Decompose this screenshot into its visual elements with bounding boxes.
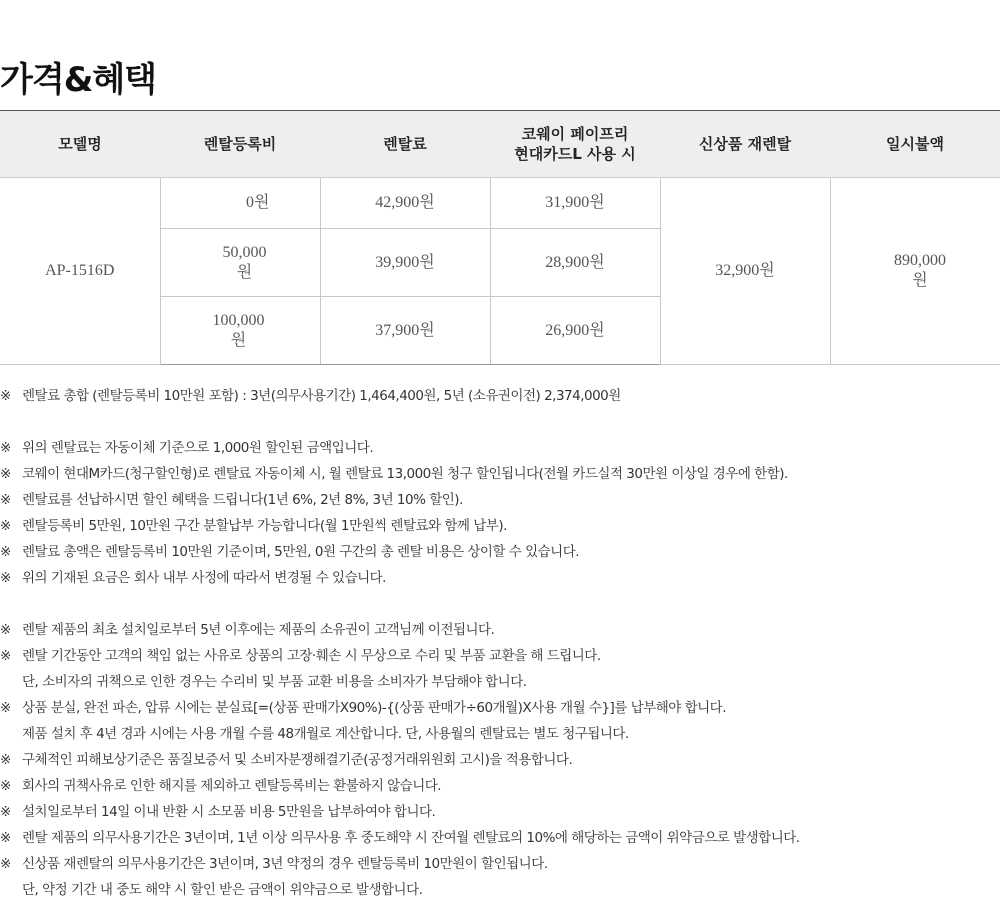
note-text: 단, 소비자의 귀책으로 인한 경우는 수리비 및 부품 교환 비용을 소비자가 부담해야 합니다. bbox=[22, 674, 527, 690]
rerental-cell: 32,900원 bbox=[660, 178, 830, 365]
note-mark: ※ bbox=[0, 856, 11, 872]
note-mark: ※ bbox=[0, 648, 11, 664]
note-mark: ※ bbox=[0, 492, 11, 508]
note-mark: ※ bbox=[0, 830, 11, 846]
note-text: 구체적인 피해보상기준은 품질보증서 및 소비자분쟁해결기준(공정거래위원회 고시)을 적용합니다. bbox=[22, 752, 573, 768]
registration-fee-cell: 50,000원 bbox=[160, 229, 320, 297]
model-name-cell: AP-1516D bbox=[0, 178, 160, 365]
card-discount-cell: 28,900원 bbox=[490, 229, 660, 297]
note-mark: ※ bbox=[0, 752, 11, 768]
header-rental-fee: 렌탈료 bbox=[320, 111, 490, 178]
note-mark: ※ bbox=[0, 440, 11, 456]
note-item bbox=[0, 565, 1000, 591]
note-text: 신상품 재렌탈의 의무사용기간은 3년이며, 3년 약정의 경우 렌탈등록비 10만원이 할인됩니다. bbox=[22, 856, 548, 872]
note-text: 렌탈료를 선납하시면 할인 혜택을 드립니다(1년 6%, 2년 8%, 3년 10% 할인). bbox=[22, 492, 463, 508]
note-item bbox=[0, 409, 1000, 435]
note-item bbox=[0, 513, 1000, 539]
note-mark: ※ bbox=[0, 570, 11, 586]
note-text: 코웨이 현대M카드(청구할인형)로 렌탈료 자동이체 시, 월 렌탈료 13,000원 청구 할인됩니다(전월 카드실적 30만원 이상일 경우에 한함). bbox=[22, 466, 788, 482]
note-text: 위의 기재된 요금은 회사 내부 사정에 따라서 변경될 수 있습니다. bbox=[22, 570, 386, 586]
notes-list bbox=[0, 383, 1000, 903]
registration-fee-cell: 0원 bbox=[160, 178, 320, 229]
lump-sum-cell: 890,000원 bbox=[830, 178, 1000, 365]
note-mark: ※ bbox=[0, 778, 11, 794]
note-item bbox=[0, 461, 1000, 487]
card-discount-cell: 31,900원 bbox=[490, 178, 660, 229]
note-item bbox=[0, 747, 1000, 773]
note-item bbox=[0, 383, 1000, 409]
note-item bbox=[0, 721, 1000, 747]
note-text: 위의 렌탈료는 자동이체 기준으로 1,000원 할인된 금액입니다. bbox=[22, 440, 374, 456]
note-text: 렌탈등록비 5만원, 10만원 구간 분할납부 가능합니다(월 1만원씩 렌탈료와 함께 납부). bbox=[22, 518, 507, 534]
note-text: 렌탈 제품의 의무사용기간은 3년이며, 1년 이상 의무사용 후 중도해약 시 잔여월 렌탈료의 10%에 해당하는 금액이 위약금으로 발생합니다. bbox=[22, 830, 800, 846]
note-text: 설치일로부터 14일 이내 반환 시 소모품 비용 5만원을 납부하여야 합니다. bbox=[22, 804, 436, 820]
note-mark: ※ bbox=[0, 622, 11, 638]
note-text: 제품 설치 후 4년 경과 시에는 사용 개월 수를 48개월로 계산합니다. 단, 사용월의 렌탈료는 별도 청구됩니다. bbox=[22, 726, 629, 742]
table-header-row bbox=[0, 111, 1000, 178]
note-text: 렌탈 제품의 최초 설치일로부터 5년 이후에는 제품의 소유권이 고객님께 이전됩니다. bbox=[22, 622, 495, 638]
note-mark: ※ bbox=[0, 388, 11, 404]
note-item bbox=[0, 487, 1000, 513]
rental-fee-cell: 37,900원 bbox=[320, 297, 490, 365]
note-item bbox=[0, 851, 1000, 877]
note-text: 렌탈료 총액은 렌탈등록비 10만원 기준이며, 5만원, 0원 구간의 총 렌탈 비용은 상이할 수 있습니다. bbox=[22, 544, 580, 560]
note-mark: ※ bbox=[0, 466, 11, 482]
header-registration-fee: 렌탈등록비 bbox=[160, 111, 320, 178]
note-item bbox=[0, 643, 1000, 669]
note-text: 단, 약정 기간 내 중도 해약 시 할인 받은 금액이 위약금으로 발생합니다. bbox=[22, 882, 423, 898]
header-lump-sum: 일시불액 bbox=[830, 111, 1000, 178]
note-item bbox=[0, 825, 1000, 851]
rental-fee-cell: 39,900원 bbox=[320, 229, 490, 297]
note-text: 상품 분실, 완전 파손, 압류 시에는 분실료[=(상품 판매가X90%)-{(상품 판매가÷60개월)X사용 개월 수}]를 납부해야 합니다. bbox=[22, 700, 727, 716]
rental-fee-cell: 42,900원 bbox=[320, 178, 490, 229]
header-rerental: 신상품 재렌탈 bbox=[660, 111, 830, 178]
note-item bbox=[0, 591, 1000, 617]
header-model: 모델명 bbox=[0, 111, 160, 178]
registration-fee-cell: 100,000원 bbox=[160, 297, 320, 365]
note-item bbox=[0, 669, 1000, 695]
page-title: 가격&혜택 bbox=[0, 60, 157, 100]
note-item bbox=[0, 435, 1000, 461]
header-card-discount: 코웨이 페이프리 현대카드L 사용 시 bbox=[490, 111, 660, 178]
card-discount-cell: 26,900원 bbox=[490, 297, 660, 365]
note-text: 렌탈료 총합 (렌탈등록비 10만원 포함) : 3년(의무사용기간) 1,464,400원, 5년 (소유권이전) 2,374,000원 bbox=[22, 388, 621, 404]
note-mark: ※ bbox=[0, 544, 11, 560]
note-item bbox=[0, 799, 1000, 825]
note-item bbox=[0, 877, 1000, 903]
note-mark: ※ bbox=[0, 700, 11, 716]
note-text: 렌탈 기간동안 고객의 책임 없는 사유로 상품의 고장·훼손 시 무상으로 수리 및 부품 교환을 해 드립니다. bbox=[22, 648, 601, 664]
note-item bbox=[0, 773, 1000, 799]
note-mark: ※ bbox=[0, 518, 11, 534]
note-item bbox=[0, 695, 1000, 721]
note-item bbox=[0, 539, 1000, 565]
note-text: 회사의 귀책사유로 인한 해지를 제외하고 렌탈등록비는 환불하지 않습니다. bbox=[22, 778, 442, 794]
note-item bbox=[0, 617, 1000, 643]
price-table bbox=[0, 110, 1000, 365]
table-row bbox=[0, 178, 1000, 229]
note-mark: ※ bbox=[0, 804, 11, 820]
